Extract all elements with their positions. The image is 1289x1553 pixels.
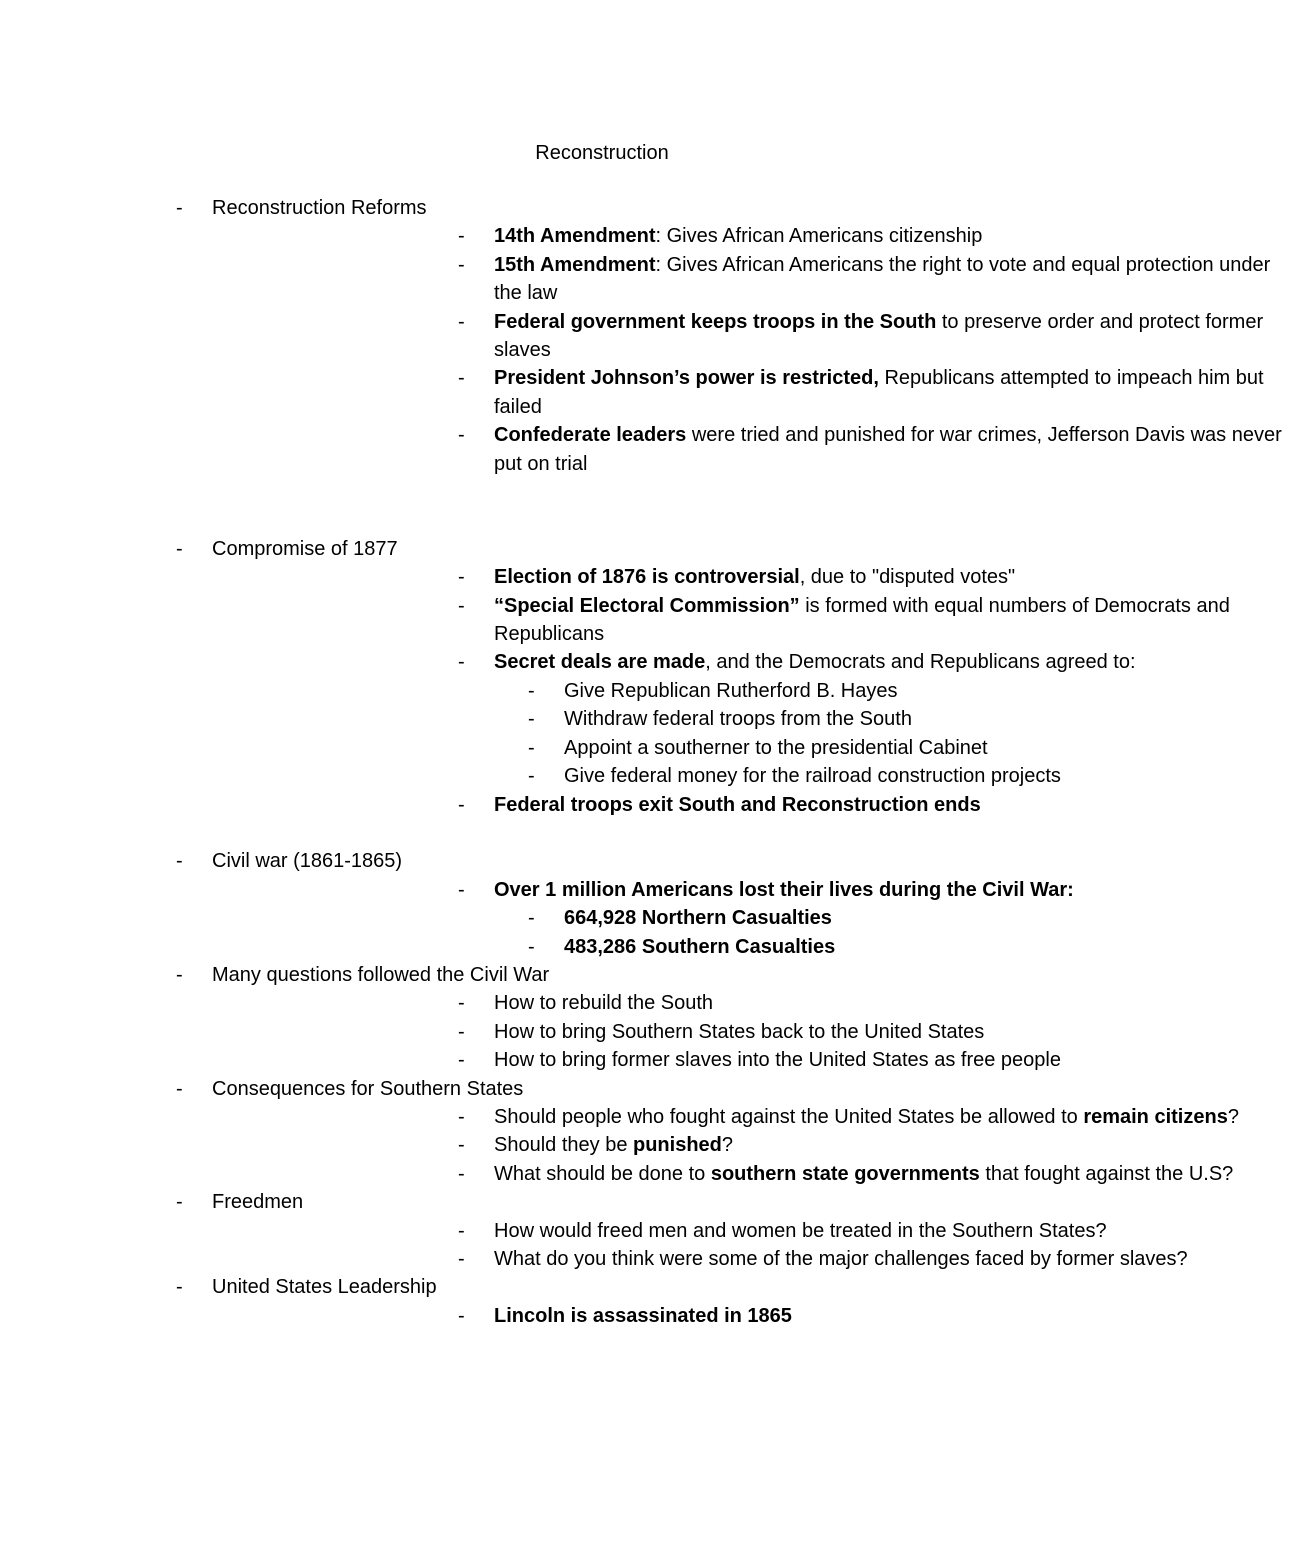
- outline-list: [0, 535, 1230, 819]
- list-item: - How to bring Southern States back to the United States: [458, 1020, 985, 1043]
- list-item: - Give Republican Rutherford B. Hayes: [528, 679, 898, 702]
- list-item: - Over 1 million Americans lost their lives during the Civil War: - 664,928 Northern Casualties - 483,286 Southern Casualties: [212, 876, 1289, 961]
- list-item: - 14th Amendment: Gives African Americans citizenship: [458, 225, 983, 248]
- list-item: - Should they be punished?: [458, 1134, 734, 1157]
- list-item: - Lincoln is assassinated in 1865: [458, 1304, 792, 1327]
- section-heading: Many questions followed the Civil War: [212, 963, 550, 986]
- section-heading: Consequences for Southern States: [212, 1077, 524, 1100]
- bold-term: 15th Amendment: [494, 253, 656, 276]
- outline-list: [0, 194, 1282, 478]
- list-item: - Give federal money for the railroad construction projects: [528, 765, 1061, 788]
- section-compromise-1877: - Compromise of 1877 - Election of 1876 is controversial, due to "disputed votes" - “Special Electoral Commission” is formed with equal numbers of Democrats and Republicans - Secret deals are made, and the Democrats and Republicans agreed to: - Give Republican Rutherford B. Hayes - Withdraw federal troops from the South - Appoint a southerner to the presidential Cabinet - Give federal money for the railroad construction projects - Federal troops exit South and Reconstruction ends: [0, 535, 1200, 819]
- list-item: - “Special Electoral Commission” is formed with equal numbers of Democrats and Republicans: [458, 594, 1230, 646]
- section-heading: Civil war (1861-1865): [212, 850, 403, 873]
- agreements-list: [212, 677, 1289, 791]
- casualties-list: [212, 904, 1289, 961]
- dash-bullet: -: [176, 197, 183, 219]
- section-questions: - Many questions followed the Civil War - How to rebuild the South - How to bring Southern States back to the United States - How to bring former slaves into the United States as free people: [0, 961, 1200, 1075]
- bold-term: President Johnson’s power is restricted,: [494, 367, 879, 390]
- spacer: [0, 819, 1200, 847]
- section-heading: Compromise of 1877: [212, 537, 398, 560]
- section-heading: Freedmen: [212, 1191, 304, 1214]
- section-heading: United States Leadership: [212, 1276, 437, 1299]
- bold-term: Confederate leaders: [494, 424, 687, 447]
- sub-list: [212, 876, 1200, 961]
- list-item: - Federal government keeps troops in the South to preserve order and protect former slaves: [458, 310, 1264, 362]
- list-item: - Should people who fought against the United States be allowed to remain citizens?: [458, 1105, 1239, 1128]
- sub-list: [212, 1302, 1200, 1330]
- section-reconstruction-reforms: [0, 194, 1282, 478]
- bold-term: Election of 1876 is controversial: [494, 566, 800, 589]
- document-body: [0, 194, 1282, 1330]
- list-item: - President Johnson’s power is restricted, Republicans attempted to impeach him but failed: [458, 367, 1264, 418]
- bold-term: 14th Amendment: [494, 225, 656, 248]
- list-item: - Withdraw federal troops from the South: [528, 708, 912, 731]
- page-title: Reconstruction: [535, 142, 669, 164]
- outline-list: [0, 847, 1239, 1330]
- sub-list: [212, 1217, 1200, 1274]
- section-heading: Reconstruction Reforms: [212, 197, 427, 219]
- list-item: - 483,286 Southern Casualties: [528, 935, 836, 958]
- list-item: - Election of 1876 is controversial, due to "disputed votes": [458, 566, 1016, 589]
- bold-term: Secret deals are made: [494, 651, 706, 674]
- section-civil-war: - Civil war (1861-1865) - Over 1 million Americans lost their lives during the Civil War: - 664,928 Northern Casualties - 483,286 Southern Casualties: [0, 847, 1200, 961]
- list-item: - Secret deals are made, and the Democrats and Republicans agreed to: - Give Republican Rutherford B. Hayes - Withdraw federal troops from the South - Appoint a southerner to the presidential Cabinet - Give federal money for the railroad construction projects: [212, 648, 1289, 790]
- list-item: - 15th Amendment: Gives African Americans the right to vote and equal protection under the law: [458, 253, 1271, 305]
- sub-list: [212, 222, 1282, 478]
- list-item: - Federal troops exit South and Reconstruction ends: [458, 793, 981, 816]
- list-item: - Confederate leaders were tried and punished for war crimes, Jefferson Davis was never put on trial: [458, 424, 1282, 475]
- list-item: - 664,928 Northern Casualties: [528, 907, 832, 930]
- bold-term: Federal government keeps troops in the South: [494, 310, 937, 333]
- sub-list: [212, 563, 1230, 819]
- sub-list: [212, 1103, 1239, 1188]
- section-leadership: - United States Leadership - Lincoln is assassinated in 1865: [0, 1273, 1200, 1330]
- bold-term: “Special Electoral Commission”: [494, 594, 800, 617]
- list-item: - Appoint a southerner to the presidential Cabinet: [528, 736, 988, 759]
- bold-term: Federal troops exit South and Reconstruction ends: [494, 793, 981, 816]
- section-freedmen: - Freedmen - How would freed men and women be treated in the Southern States? - What do you think were some of the major challenges faced by former slaves?: [0, 1188, 1200, 1273]
- spacer: [0, 478, 1200, 535]
- list-item: - What do you think were some of the major challenges faced by former slaves?: [458, 1248, 1188, 1270]
- list-item: - How would freed men and women be treated in the Southern States?: [458, 1219, 1107, 1242]
- sub-list: [212, 989, 1200, 1074]
- list-item: - How to bring former slaves into the United States as free people: [458, 1049, 1061, 1072]
- list-item: - How to rebuild the South: [458, 992, 714, 1015]
- section-consequences: - Consequences for Southern States - Should people who fought against the United States be allowed to remain citizens? - Should they be punished? - What should be done to southern state governments that fought against the U.S?: [0, 1075, 1200, 1189]
- list-item: - What should be done to southern state governments that fought against the U.S?: [458, 1162, 1234, 1185]
